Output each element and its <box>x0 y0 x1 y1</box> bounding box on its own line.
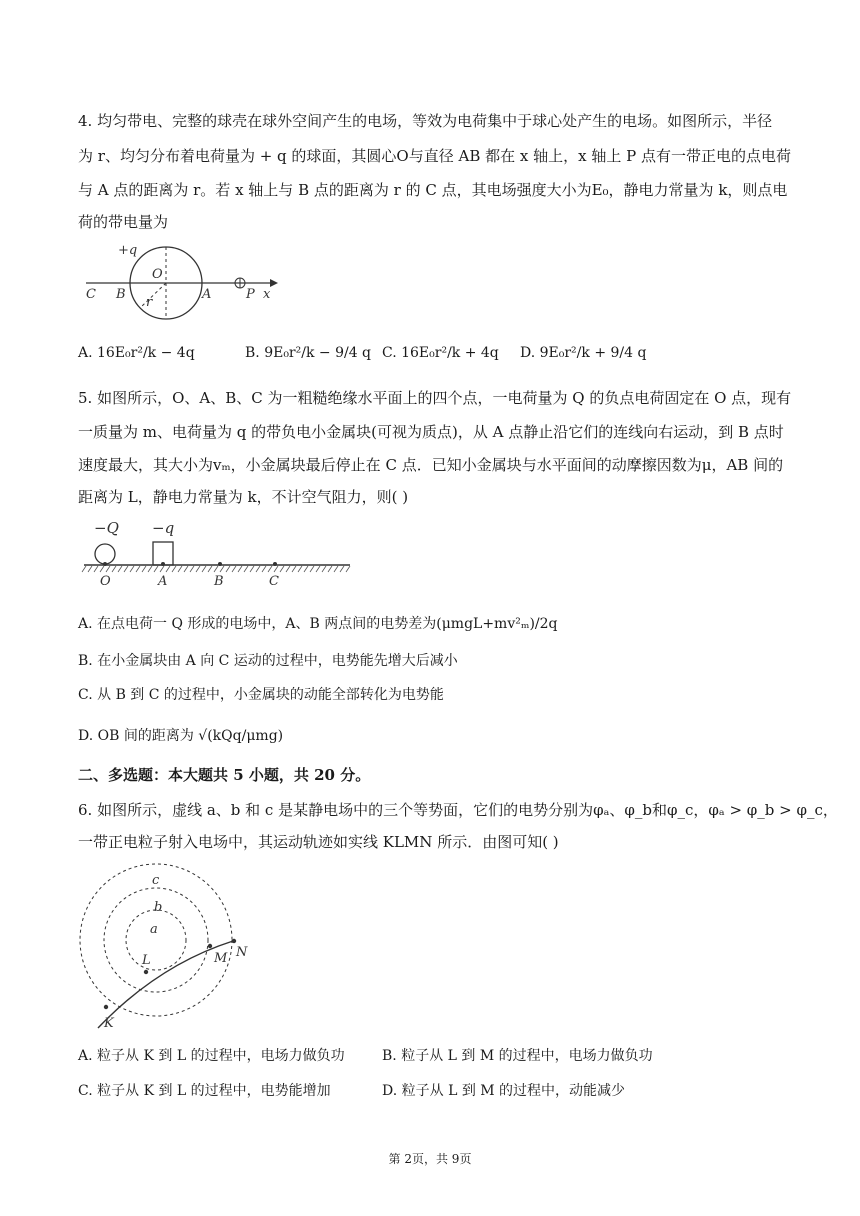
label-P: P <box>246 287 255 302</box>
q5-line-4: 距离为 L，静电力常量为 k，不计空气阻力，则( ) <box>78 488 409 506</box>
q5-option-d: D. OB 间的距离为 √(kQq/μmg) <box>78 728 284 744</box>
q4-figure <box>80 238 280 330</box>
q5-option-c: C. 从 B 到 C 的过程中，小金属块的动能全部转化为电势能 <box>78 687 444 703</box>
q4-option-d: D. 9E₀r²/k + 9/4 q <box>520 345 647 361</box>
label-B: B <box>214 574 224 589</box>
label-A: A <box>202 287 212 302</box>
label-O: O <box>152 267 163 282</box>
q4-line-4: 荷的带电量为 <box>78 213 169 231</box>
label-M: M <box>214 951 228 966</box>
label-a: a <box>150 922 158 937</box>
q6-line-1: 6. 如图所示，虚线 a、b 和 c 是某静电场中的三个等势面，它们的电势分别为φₐ、φ_b和φ_c，φₐ > φ_b > φ_c， <box>78 801 838 819</box>
q5-line-1: 5. 如图所示，O、A、B、C 为一粗糙绝缘水平面上的四个点，一电荷量为 Q 的负点电荷固定在 O 点，现有 <box>78 389 792 407</box>
q4-option-c: C. 16E₀r²/k + 4q <box>382 345 499 361</box>
label-c: c <box>152 873 160 888</box>
q6-option-c: C. 粒子从 K 到 L 的过程中，电势能增加 <box>78 1083 331 1099</box>
label-B: B <box>116 287 126 302</box>
q6-option-a: A. 粒子从 K 到 L 的过程中，电场力做负功 <box>78 1048 345 1064</box>
label-K: K <box>104 1016 114 1031</box>
q4-line-2: 为 r、均匀分布着电荷量为 + q 的球面，其圆心O与直径 AB 都在 x 轴上，x 轴上 P 点有一带正电的点电荷 <box>78 147 791 165</box>
label-plus-q: +q <box>118 243 138 258</box>
label-C: C <box>86 287 96 302</box>
label-A: A <box>158 574 168 589</box>
section-header: 二、多选题：本大题共 5 小题，共 20 分。 <box>78 766 371 784</box>
q4-line-1: 4. 均匀带电、完整的球壳在球外空间产生的电场，等效为电荷集中于球心处产生的电场。如图所示，半径 <box>78 112 773 130</box>
q6-figure <box>78 860 278 1035</box>
q5-line-3: 速度最大，其大小为vₘ，小金属块最后停止在 C 点．已知小金属块与水平面间的动摩擦因数为μ，AB 间的 <box>78 456 784 474</box>
label-x: x <box>263 287 271 302</box>
label-C: C <box>269 574 279 589</box>
q5-line-2: 一质量为 m、电荷量为 q 的带负电小金属块(可视为质点)，从 A 点静止沿它们的连线向右运动，到 B 点时 <box>78 423 784 441</box>
label-L: L <box>142 953 151 968</box>
label-neg-Q: −Q <box>94 519 119 537</box>
label-O: O <box>100 574 111 589</box>
label-N: N <box>236 945 248 960</box>
q5-figure <box>80 515 360 590</box>
q5-option-b: B. 在小金属块由 A 向 C 运动的过程中，电势能先增大后减小 <box>78 653 458 669</box>
page-footer: 第 2页，共 9页 <box>388 1152 472 1166</box>
label-neg-q: −q <box>152 519 175 537</box>
q6-line-2: 一带正电粒子射入电场中，其运动轨迹如实线 KLMN 所示．由图可知( ) <box>78 833 559 851</box>
q4-option-a: A. 16E₀r²/k − 4q <box>78 345 195 361</box>
label-b: b <box>154 900 163 915</box>
q4-line-3: 与 A 点的距离为 r。若 x 轴上与 B 点的距离为 r 的 C 点，其电场强度大小为E₀，静电力常量为 k，则点电 <box>78 181 788 199</box>
label-r: r <box>146 295 153 310</box>
q4-option-b: B. 9E₀r²/k − 9/4 q <box>245 345 372 361</box>
q6-option-b: B. 粒子从 L 到 M 的过程中，电场力做负功 <box>382 1048 653 1064</box>
q5-option-a: A. 在点电荷一 Q 形成的电场中，A、B 两点间的电势差为(μmgL+mv²ₘ)/2q <box>78 616 558 632</box>
q6-option-d: D. 粒子从 L 到 M 的过程中，动能减少 <box>382 1083 626 1099</box>
